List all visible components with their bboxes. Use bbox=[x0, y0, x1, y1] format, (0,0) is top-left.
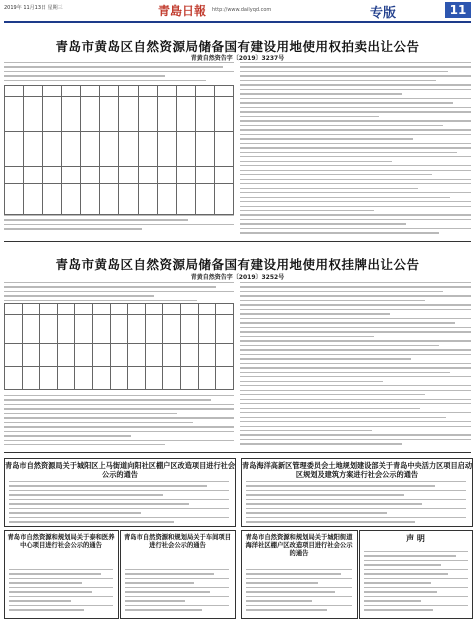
notice-2-intro-text bbox=[4, 282, 234, 304]
notice-1-footnote bbox=[4, 215, 234, 235]
notice-2-right-column bbox=[240, 282, 471, 447]
notice-box-5 bbox=[241, 530, 358, 619]
notice-1-title: 青岛市黄岛区自然资源局储备国有建设用地使用权拍卖出让公告 bbox=[55, 39, 420, 54]
notice-1-intro-text bbox=[4, 62, 234, 84]
notice-box-3-title: 青岛市自然资源和规划局关于泰和医养中心项目进行社会公示的通告 bbox=[7, 534, 115, 549]
notice-2-subtitle: 青黄自然资告字〔2019〕3252号 bbox=[190, 274, 285, 281]
notice-box-6-title: 声 明 bbox=[406, 534, 425, 543]
notice-box-5-title: 青岛市自然资源和规划局关于城阳街道海洋社区棚户区改造项目进行社会公示的通告 bbox=[245, 534, 353, 557]
notice-2-title: 青岛市黄岛区自然资源局储备国有建设用地使用权挂牌出让公告 bbox=[55, 257, 420, 272]
notice-1-subtitle: 青黄自然资告字〔2019〕3237号 bbox=[190, 55, 285, 62]
section-name: 专版 bbox=[370, 6, 397, 21]
notice-box-1-title: 青岛市自然资源局关于城阳区上马街道向阳社区棚户区改造项目进行社会公示的通告 bbox=[5, 461, 236, 479]
notice-1-land-table bbox=[4, 85, 234, 215]
page-number: 11 bbox=[445, 2, 471, 18]
notice-box-6 bbox=[359, 530, 473, 619]
notice-box-1 bbox=[4, 458, 236, 527]
notice-1-right-column bbox=[240, 62, 471, 237]
notice-2-left-text bbox=[4, 395, 234, 445]
page-header bbox=[0, 0, 475, 22]
notice-box-3 bbox=[4, 530, 119, 619]
notice-box-2 bbox=[241, 458, 473, 527]
notice-box-4-title: 青岛市自然资源和规划局关于车间项目进行社会公示的通告 bbox=[123, 534, 232, 549]
issue-date: 2019年 11月13日 星期三 bbox=[4, 5, 63, 11]
notice-divider-2 bbox=[4, 452, 471, 453]
notice-box-2-title: 青岛海洋高新区管理委员会土地规划建设部关于青岛中央活力区项目启动区规划及建筑方案进行社会公示的通告 bbox=[242, 461, 473, 479]
website-url[interactable]: http://www.dailyqd.com bbox=[212, 7, 272, 13]
header-rule bbox=[4, 21, 471, 23]
newspaper-logo: 青島日報 bbox=[158, 4, 207, 18]
notice-box-4 bbox=[120, 530, 236, 619]
notice-divider-1 bbox=[4, 241, 471, 242]
notice-2-land-table bbox=[4, 303, 234, 390]
